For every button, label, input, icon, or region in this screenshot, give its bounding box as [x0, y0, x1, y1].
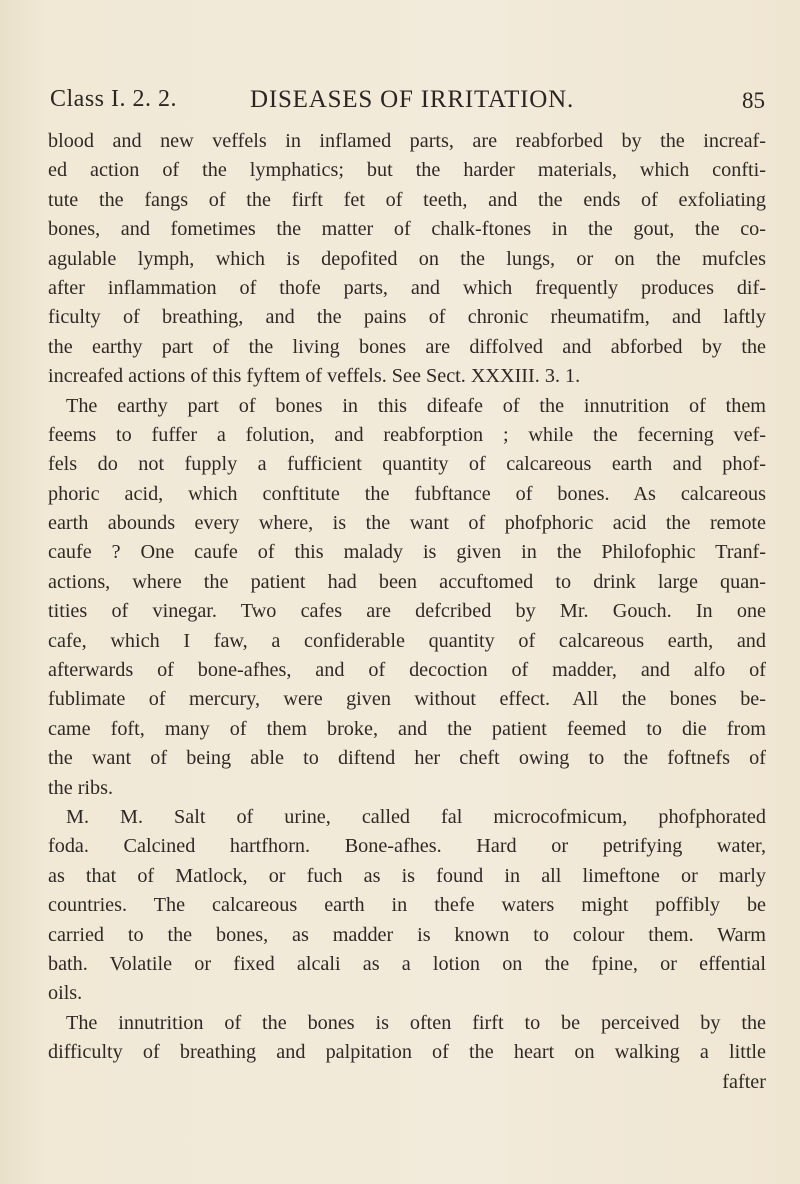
text-line: tities of vinegar. Two cafes are defcribed by Mr. Gouch. In one: [48, 600, 766, 623]
text-line: after inflammation of thofe parts, and which frequently produces dif-: [48, 276, 766, 299]
text-line: agulable lymph, which is depofited on the lungs, or on the mufcles: [48, 247, 766, 270]
text-line: afterwards of bone-afhes, and of decoction of madder, and alfo of: [48, 659, 766, 682]
text-line: fafter: [722, 1070, 766, 1093]
text-line: M. M. Salt of urine, called fal microcofmicum, phofphorated: [66, 805, 766, 828]
text-line: ed action of the lymphatics; but the harder materials, which confti-: [48, 159, 766, 182]
text-line: fels do not fupply a fufficient quantity of calcareous earth and phof-: [48, 453, 766, 476]
text-line: fublimate of mercury, were given without effect. All the bones be-: [48, 688, 766, 711]
text-line: earth abounds every where, is the want of phofphoric acid the remote: [48, 512, 766, 535]
text-line: foda. Calcined hartfhorn. Bone-afhes. Hard or petrifying water,: [48, 835, 766, 858]
running-header: [50, 86, 765, 126]
text-line: tute the fangs of the firft fet of teeth, and the ends of exfoliating: [48, 188, 766, 211]
text-line: increafed actions of this fyftem of veffels. See Sect. XXXIII. 3. 1.: [48, 365, 581, 388]
text-line: the ribs.: [48, 776, 114, 799]
text-line: actions, where the patient had been accuftomed to drink large quan-: [48, 570, 766, 593]
text-line: the earthy part of the living bones are diffolved and abforbed by the: [48, 335, 766, 358]
section-label: Class I. 2. 2.: [50, 86, 177, 112]
text-line: as that of Matlock, or fuch as is found in all limeftone or marly: [48, 864, 766, 887]
body-text: [48, 127, 766, 1097]
text-line: The innutrition of the bones is often firft to be perceived by the: [66, 1011, 766, 1034]
text-line: caufe ? One caufe of this malady is given in the Philofophic Tranf-: [48, 541, 766, 564]
text-line: oils.: [48, 982, 83, 1005]
text-line: carried to the bones, as madder is known to colour them. Warm: [48, 923, 766, 946]
text-line: The earthy part of bones in this difeafe of the innutrition of them: [66, 394, 766, 417]
text-line: bath. Volatile or fixed alcali as a lotion on the fpine, or effential: [48, 952, 766, 975]
text-line: blood and new veffels in inflamed parts, are reabforbed by the increaf-: [48, 130, 766, 152]
text-line: came foft, many of them broke, and the patient feemed to die from: [48, 717, 766, 740]
page-number: 85: [742, 88, 765, 113]
text-line: bones, and fometimes the matter of chalk-ftones in the gout, the co-: [48, 218, 766, 241]
text-line: feems to fuffer a folution, and reabforption ; while the fecerning vef-: [48, 423, 766, 446]
text-line: cafe, which I faw, a confiderable quantity of calcareous earth, and: [48, 629, 766, 652]
text-line: phoric acid, which conftitute the fubftance of bones. As calcareous: [48, 482, 766, 505]
text-line: countries. The calcareous earth in thefe waters might poffibly be: [48, 894, 766, 917]
chapter-title: DISEASES OF IRRITATION.: [250, 86, 575, 113]
text-line: difficulty of breathing and palpitation of the heart on walking a little: [48, 1041, 766, 1064]
text-line: ficulty of breathing, and the pains of chronic rheumatifm, and laftly: [48, 306, 766, 329]
text-line: the want of being able to diftend her cheft owing to the foftnefs of: [48, 747, 766, 770]
